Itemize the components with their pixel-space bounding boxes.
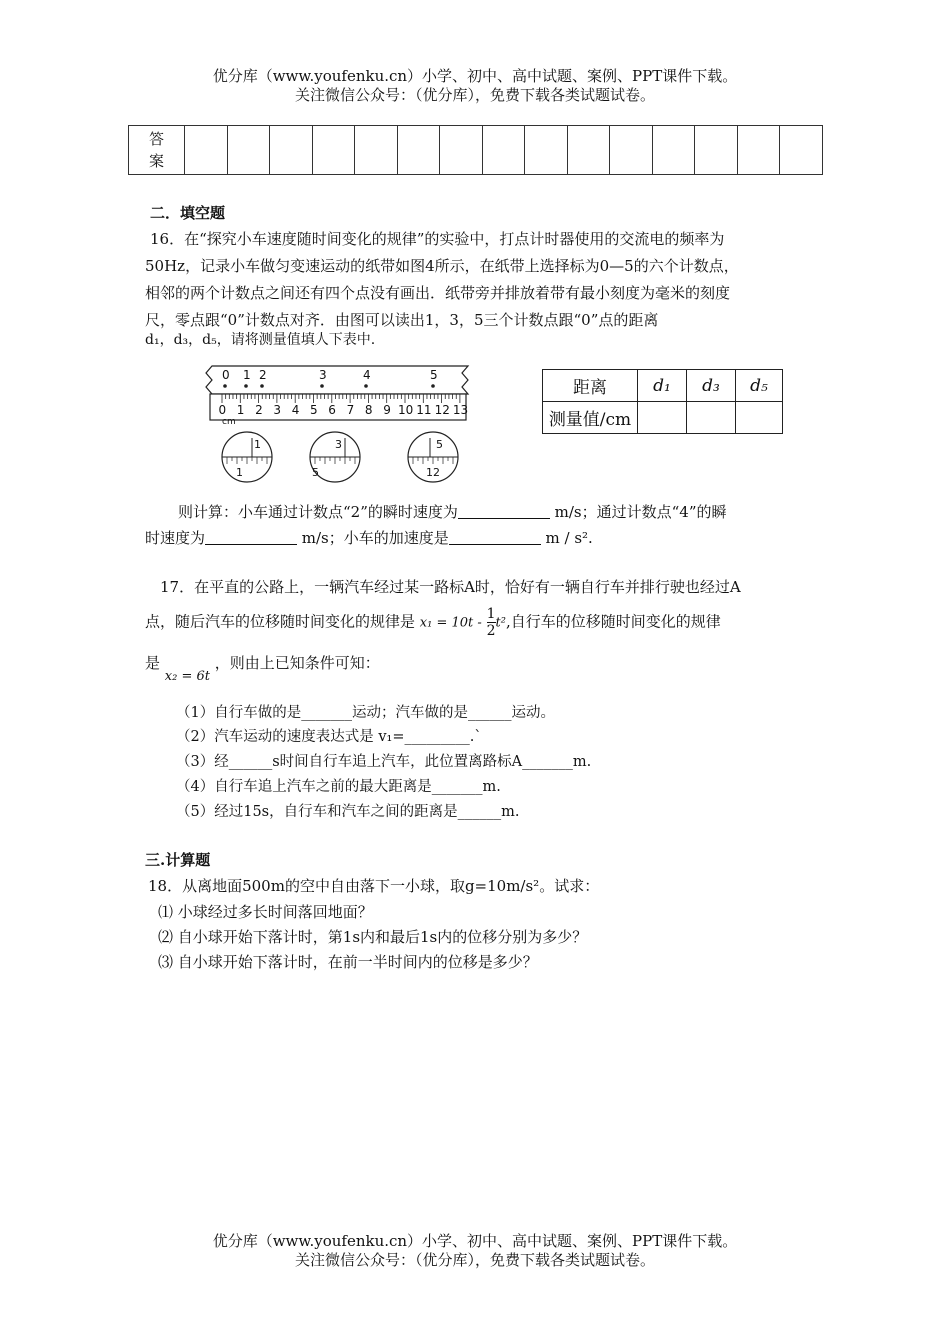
q17-line-3: 是 x₂ = 6t ，则由上已知条件可知： [145, 654, 380, 684]
q18-sub-3: ⑶ 自小球开始下落计时，在前一半时间内的位移是多少？ [158, 953, 538, 971]
tape-label: 2 [259, 368, 267, 382]
answer-cell [610, 126, 653, 175]
magnifier-top-label: 3 [335, 438, 342, 451]
footer-line-1: 优分库（www.youfenku.cn）小学、初中、高中试题、案例、PPT课件下载。 [212, 1232, 738, 1250]
magnifier-top-label: 5 [436, 438, 443, 451]
ruler-number: 13 [452, 403, 469, 417]
formula-bike-displacement: x₂ = 6t [164, 669, 210, 684]
blank-v4[interactable] [205, 528, 297, 545]
ruler-number: 7 [346, 403, 355, 417]
answer-cell [270, 126, 313, 175]
footer-line-2: 关注微信公众号：（优分库），免费下载各类试题试卷。 [294, 1251, 655, 1269]
q16-line-4: 尺，零点跟“0”计数点对齐．由图可以读出1，3，5三个计数点跟“0”点的距离 [145, 311, 659, 329]
section-title-calculation: 三.计算题 [145, 851, 211, 869]
q16-calc-line-1: 则计算：小车通过计数点“2”的瞬时速度为 m/s；通过计数点“4”的瞬 [178, 503, 727, 521]
answer-cell [440, 126, 483, 175]
q17-sub-3: （3）经______s时间自行车追上汽车，此位置离路标A_______m. [176, 754, 592, 770]
page-footer [0, 1232, 950, 1270]
header-line-2: 关注微信公众号：（优分库），免费下载各类试题试卷。 [294, 86, 655, 104]
q17-line-1: 17．在平直的公路上，一辆汽车经过某一路标A时，恰好有一辆自行车并排行驶也经过A [160, 578, 741, 596]
q17-sub-2: （2）汽车运动的速度表达式是 v₁=_________.` [176, 729, 482, 745]
q17-sub-1: （1）自行车做的是_______运动；汽车做的是______运动。 [176, 705, 555, 721]
answer-cell [525, 126, 568, 175]
tape-dot [364, 384, 368, 388]
q16-line-5: d₁，d₃，d₅，请将测量值填人下表中. [145, 332, 376, 348]
tape-dot [320, 384, 324, 388]
blank-v2[interactable] [458, 502, 550, 519]
answer-table [128, 125, 823, 175]
answer-cell [652, 126, 695, 175]
meas-value-d1[interactable] [638, 402, 687, 434]
blank-acceleration[interactable] [449, 528, 541, 545]
ruler-number: 5 [310, 403, 318, 417]
tape-dot [431, 384, 435, 388]
formula-fraction: $\frac{1}{2}$ [486, 606, 496, 639]
q16-line-3: 相邻的两个计数点之间还有四个点没有画出．纸带旁并排放着带有最小刻度为毫米的刻度 [145, 284, 731, 302]
answer-cell [695, 126, 738, 175]
ruler-number: 6 [328, 403, 336, 417]
q17-sub-4: （4）自行车追上汽车之前的最大距离是_______m. [176, 779, 501, 795]
tape-dot [260, 384, 264, 388]
answer-cell [397, 126, 440, 175]
ruler-number: 10 [398, 403, 414, 417]
answer-cell [355, 126, 398, 175]
q16-line-1: 16．在“探究小车速度随时间变化的规律”的实验中，打点计时器使用的交流电的频率为 [150, 230, 725, 248]
tape-label: 5 [430, 368, 438, 382]
magnifier-top-label: 1 [254, 438, 261, 451]
answer-cell [185, 126, 228, 175]
magnifier-bottom-label: 12 [426, 466, 440, 479]
q18-sub-1: ⑴ 小球经过多长时间落回地面？ [158, 903, 373, 921]
q16-line-2: 50Hz，记录小车做匀变速运动的纸带如图4所示，在纸带上选择标为0—5的六个计数点， [145, 257, 739, 275]
meas-header-d3: d₃ [687, 370, 736, 402]
meas-row-label: 测量值/cm [543, 402, 638, 434]
tape-label: 1 [243, 368, 251, 382]
ruler-number: 0 [218, 403, 227, 417]
meas-header-distance: 距离 [543, 370, 638, 402]
answer-cell [312, 126, 355, 175]
q17-line-2: 点，随后汽车的位移随时间变化的规律是 x₁ = 10t - $\frac{1}{2}$ t²,自行车的位移随时间变化的规律 [145, 606, 721, 639]
q16-calc-line-2: 时速度为 m/s；小车的加速度是 m / s². [145, 529, 593, 547]
magnifier-bottom-label: 1 [236, 466, 243, 479]
answer-cell [482, 126, 525, 175]
ruler-number: 1 [236, 403, 245, 417]
ruler-number: 8 [364, 403, 373, 417]
tape-label: 4 [363, 368, 371, 382]
answer-cell [780, 126, 823, 175]
tape-label: 0 [222, 368, 230, 382]
ruler-number: 9 [383, 403, 391, 417]
ruler-number: 12 [434, 403, 450, 417]
tape-dot [244, 384, 248, 388]
meas-header-d5: d₅ [736, 370, 783, 402]
meas-value-d3[interactable] [687, 402, 736, 434]
magnifier-bottom-label: 5 [312, 466, 319, 479]
meas-header-d1: d₁ [638, 370, 687, 402]
q18-sub-2: ⑵ 自小球开始下落计时，第1s内和最后1s内的位移分别为多少？ [158, 928, 588, 946]
ruler-number: 11 [416, 403, 432, 417]
answer-cell [567, 126, 610, 175]
tape-dot [223, 384, 227, 388]
measurement-table [542, 369, 783, 434]
ruler-number: 2 [255, 403, 263, 417]
meas-value-d5[interactable] [736, 402, 783, 434]
header-line-1: 优分库（www.youfenku.cn）小学、初中、高中试题、案例、PPT课件下载。 [212, 67, 738, 85]
section-title-fill-in: 二．填空题 [150, 204, 226, 222]
ruler-number: 4 [291, 403, 300, 417]
answer-label: 答 案 [129, 126, 185, 175]
page-header [0, 67, 950, 105]
formula-car-displacement: x₁ = 10t - [419, 615, 482, 631]
answer-cell [227, 126, 270, 175]
q17-sub-5: （5）经过15s，自行车和汽车之间的距离是______m. [176, 804, 520, 820]
tape-label: 3 [319, 368, 327, 382]
answer-cell [737, 126, 780, 175]
q18-line-1: 18．从离地面500m的空中自由落下一小球，取g=10m/s²。试求： [148, 877, 600, 895]
ruler-number: 3 [273, 403, 282, 417]
tape-ruler-figure [200, 358, 480, 488]
ruler-unit: cm [222, 417, 236, 427]
